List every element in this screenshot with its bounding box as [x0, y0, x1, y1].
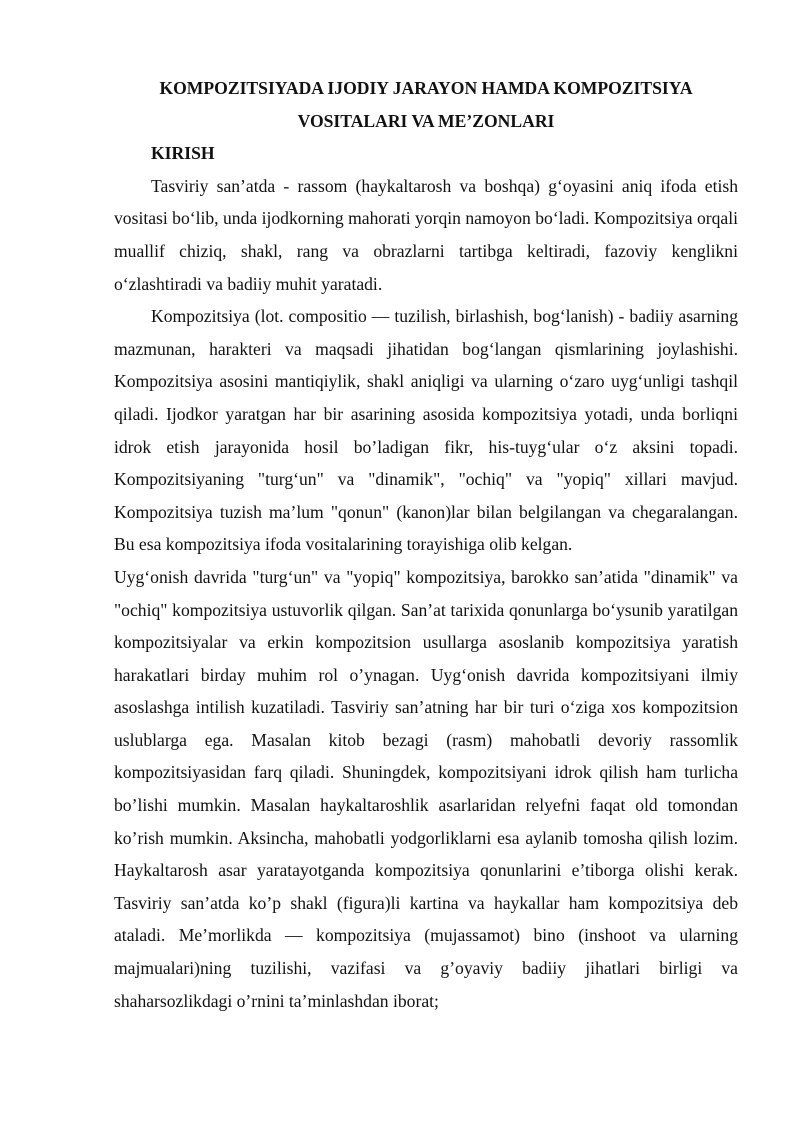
paragraph-1: Tasviriy san’atda - rassom (haykaltarosh va boshqa) g‘oyasini aniq ifoda etish vositasi bo‘lib, unda ijodkorning mahorati yorqin namoyon bo‘ladi. Kompozitsiya orqali muallif chiziq, shakl, rang va obrazlarni tartibga keltiradi, fazoviy kenglikni o‘zlashtiradi va badiiy muhit yaratadi.	[114, 175, 738, 294]
title-line-2: VOSITALARI VA ME’ZONLARI	[297, 110, 555, 131]
paragraph-2: Kompozitsiya (lot. compositio — tuzilish, birlashish, bog‘lanish) - badiiy asarning mazmunan, harakteri va maqsadi jihatidan bog‘langan qismlarining joylashishi. Kompozitsiya asosini mantiqiylik, shakl aniqligi va ularning o‘zaro uyg‘unligi tashqil qiladi. Ijodkor yaratgan har bir asarining asosida kompozitsiya yotadi, unda borliqni idrok etish jarayonida hosil bo’ladigan fikr, his-tuyg‘ular o‘z aksini topadi. Kompozitsiyaning "turg‘un" va "dinamik", "ochiq" va "yopiq" xillari mavjud. Kompozitsiya tuzish ma’lum "qonun" (kanon)lar bilan belgilangan va chegaralangan. Bu esa kompozitsiya ifoda vositalarining torayishiga olib kelgan.	[114, 306, 738, 555]
title-line-1: KOMPOZITSIYADA IJODIY JARAYON HAMDA KOMPOZITSIYA	[159, 78, 693, 98]
document-title	[114, 72, 738, 137]
document-page	[114, 72, 738, 1017]
section-heading: KIRISH	[151, 143, 215, 164]
paragraph-3: Uyg‘onish davrida "turg‘un" va "yopiq" kompozitsiya, barokko san’atida "dinamik" va "ochiq" kompozitsiya ustuvorlik qilgan. San’at tarixida qonunlarga bo‘ysunib yaratilgan kompozitsiyalar va erkin kompozitsion usullarga asoslanib kompozitsiya yaratish harakatlari birday muhim rol o’ynagan. Uyg‘onish davrida kompozitsiyani ilmiy asoslashga intilish kuzatiladi. Tasviriy san’atning har bir turi o‘ziga xos kompozitsion uslublarga ega. Masalan kitob bezagi (rasm) mahobatli devoriy rassomlik kompozitsiyasidan farq qiladi. Shuningdek, kompozitsiyani idrok qilish ham turlicha bo’lishi mumkin. Masalan haykaltaroshlik asarlaridan relyefni faqat old tomondan ko’rish mumkin. Aksincha, mahobatli yodgorliklarni esa aylanib tomosha qilish lozim. Haykaltarosh asar yaratayotganda kompozitsiya qonunlarini e’tiborga olishi kerak. Tasviriy san’atda ko’p shakl (figura)li kartina va haykallar ham kompozitsiya deb ataladi. Me’morlikda — kompozitsiya (mujassamot) bino (inshoot va ularning majmualari)ning tuzilishi, vazifasi va g’oyaviy badiiy jihatlari birligi va shaharsozlikdagi o’rnini ta’minlashdan iborat;	[114, 566, 738, 1011]
